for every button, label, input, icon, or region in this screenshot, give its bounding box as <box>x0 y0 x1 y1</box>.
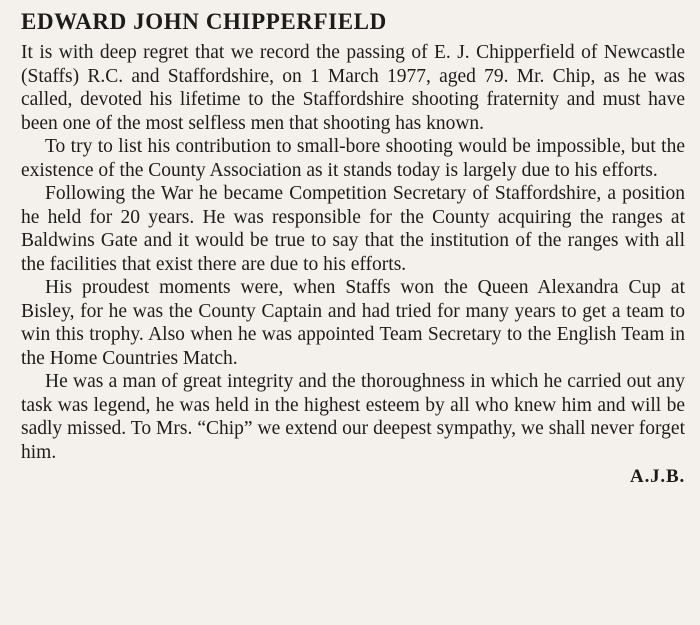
article-paragraph-4: His proudest moments were, when Staffs won the Queen Alexandra Cup at Bisley, for he was the County Captain and had tried for many years to get a team to win this trophy. Also when he was appointed Team Secretary to the English Team in the Home Countries Match. <box>21 277 685 369</box>
article-paragraph-1: It is with deep regret that we record the passing of E. J. Chipperfield of Newcastle (Staffs) R.C. and Staffordshire, on 1 March 1977, aged 79. Mr. Chip, as he was called, devoted his lifetime to the Staffordshire shooting fraternity and must have been one of the most selfless men that shooting has known. <box>21 42 685 134</box>
article-title: EDWARD JOHN CHIPPERFIELD <box>21 9 387 34</box>
article-paragraph-2: To try to list his contribution to small-bore shooting would be impossible, but the existence of the County Association as it stands today is largely due to his efforts. <box>21 136 685 181</box>
article-paragraph-3: Following the War he became Competition Secretary of Staffordshire, a position he held for 20 years. He was responsible for the County acquiring the ranges at Baldwins Gate and it would be true to say that the institution of the ranges with all the facilities that exist there are due to his efforts. <box>21 183 685 275</box>
author-signature: A.J.B. <box>630 466 685 487</box>
obituary-article <box>21 8 685 489</box>
article-paragraph-5: He was a man of great integrity and the thoroughness in which he carried out any task was legend, he was held in the highest esteem by all who knew him and will be sadly missed. To Mrs. “Chip” we extend our deepest sympathy, we shall never forget him. <box>21 371 685 463</box>
